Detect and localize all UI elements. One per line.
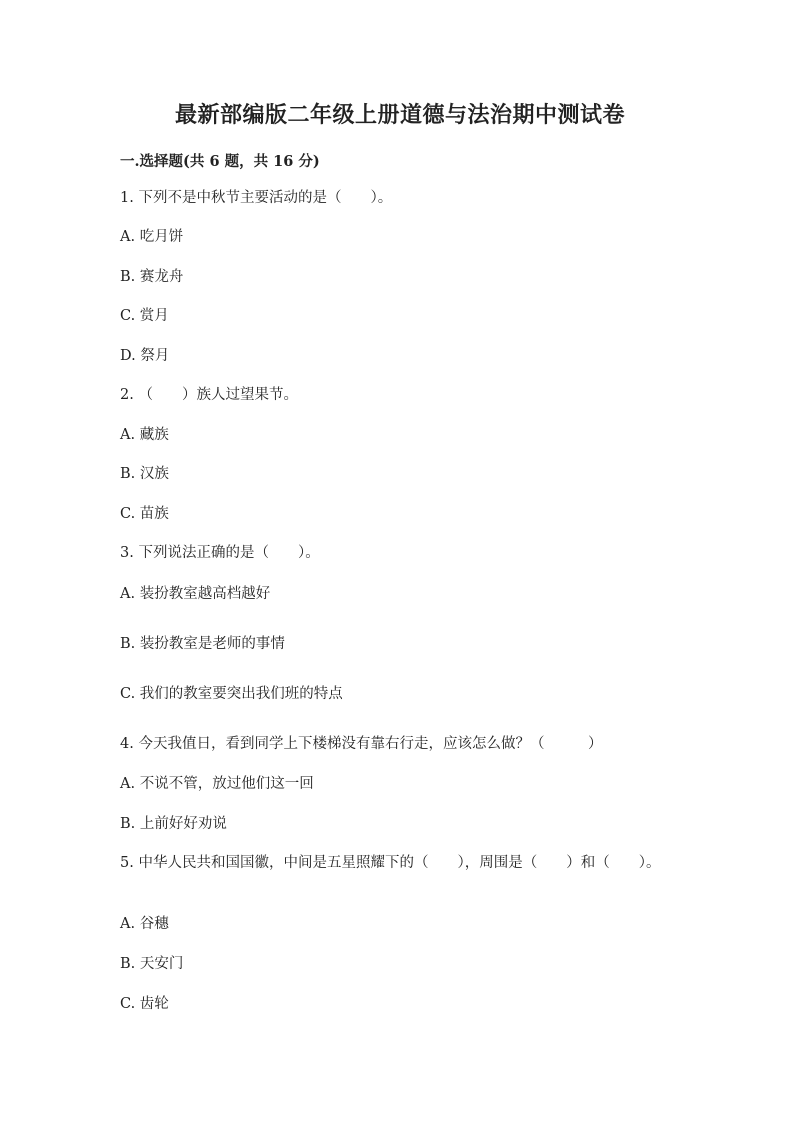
question-4-option-b: B. 上前好好劝说 xyxy=(120,816,227,832)
question-3-stem: 3. 下列说法正确的是（ ）。 xyxy=(120,545,320,561)
question-1-stem: 1. 下列不是中秋节主要活动的是（ ）。 xyxy=(120,190,393,206)
question-1-option-d: D. 祭月 xyxy=(120,348,170,364)
question-2-option-b: B. 汉族 xyxy=(120,466,169,482)
question-1-option-b: B. 赛龙舟 xyxy=(120,269,184,285)
question-2-option-a: A. 藏族 xyxy=(120,427,169,443)
question-5-option-a: A. 谷穗 xyxy=(120,916,169,932)
question-4-option-a: A. 不说不管，放过他们这一回 xyxy=(120,776,314,792)
question-4-stem: 4. 今天我值日，看到同学上下楼梯没有靠右行走，应该怎么做？（ ） xyxy=(120,736,603,752)
question-2-stem: 2. （ ）族人过望果节。 xyxy=(120,387,298,403)
question-5-option-c: C. 齿轮 xyxy=(120,996,169,1012)
question-3-option-c: C. 我们的教室要突出我们班的特点 xyxy=(120,686,343,702)
question-3-option-b: B. 装扮教室是老师的事情 xyxy=(120,636,285,652)
question-2-option-c: C. 苗族 xyxy=(120,506,169,522)
question-1-option-a: A. 吃月饼 xyxy=(120,229,184,245)
section-heading: 一.选择题(共 6 题，共 16 分) xyxy=(120,153,320,170)
question-5-stem: 5. 中华人民共和国国徽，中间是五星照耀下的（ ），周围是（ ）和（ ）。 xyxy=(120,855,661,871)
question-1-option-c: C. 赏月 xyxy=(120,308,169,324)
question-3-option-a: A. 装扮教室越高档越好 xyxy=(120,586,271,602)
page-title: 最新部编版二年级上册道德与法治期中测试卷 xyxy=(174,102,625,128)
question-5-option-b: B. 天安门 xyxy=(120,956,184,972)
